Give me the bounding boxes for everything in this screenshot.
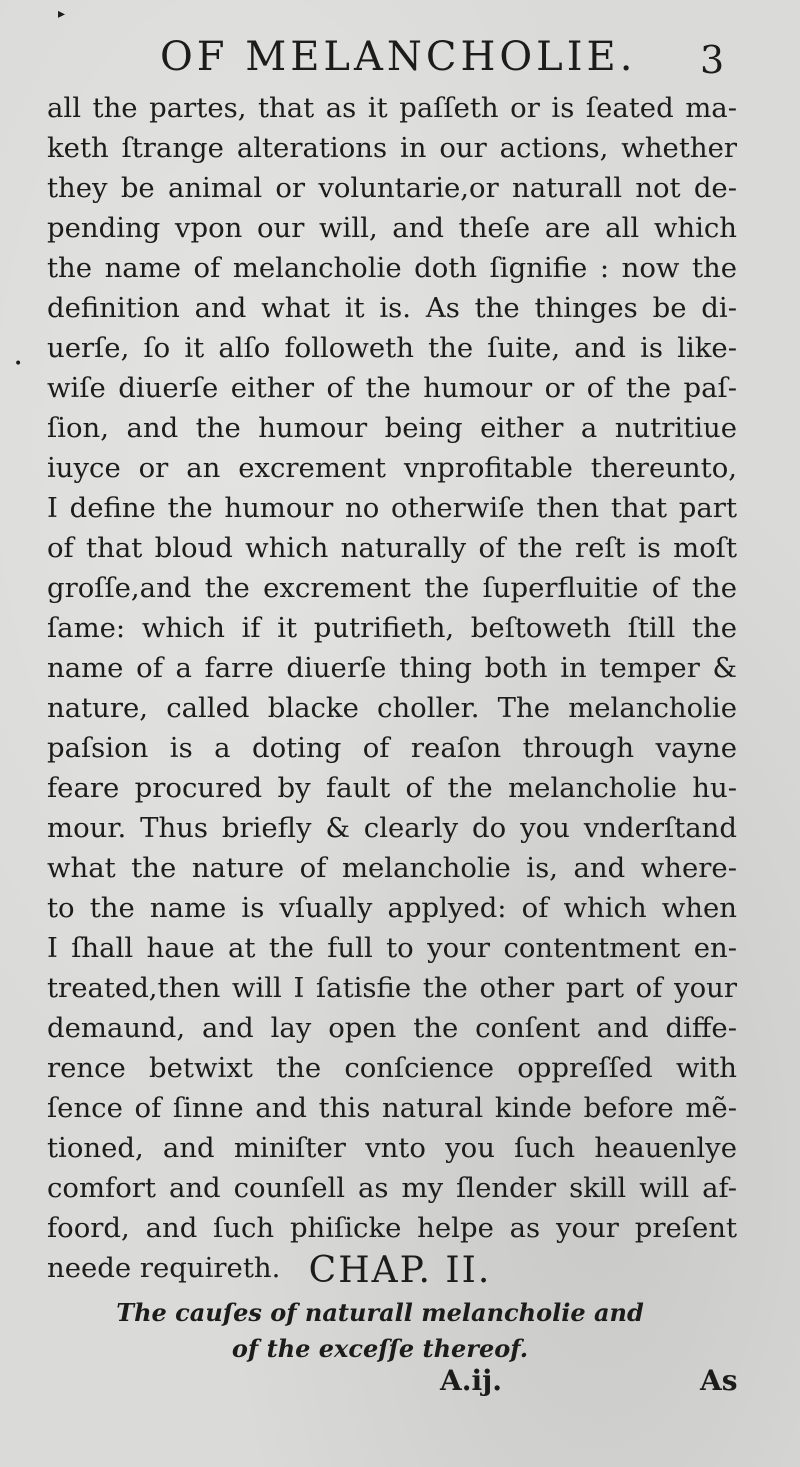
text-line: I define the humour no otherwiſe then that part [47,492,737,524]
text-line: they be animal or voluntarie,or naturall not de- [47,172,737,204]
text-line: ſame: which if it putrifieth, beſtoweth ſtill the [47,612,737,644]
text-line: keth ſtrange alterations in our actions, whether [47,132,737,164]
text-line: what the nature of melancholie is, and where- [47,852,737,884]
text-line: ſence of ſinne and this natural kinde before mẽ- [47,1092,737,1124]
running-head [0,34,800,84]
text-line: of that bloud which naturally of the reſt is moſt [47,532,737,564]
text-line: name of a farre diuerſe thing both in temper & [47,652,737,684]
text-line: demaund, and lay open the conſent and diffe- [47,1012,737,1044]
text-line: uerſe, ſo it alſo followeth the ſuite, and is like- [47,332,737,364]
chapter-subtitle-line-2: of the exceſſe thereof. [231,1334,529,1363]
text-line: foord, and ſuch phiſicke helpe as your preſent [47,1212,737,1244]
corner-mark: ▸ [58,6,66,22]
text-line: all the partes, that as it paſſeth or is ſeated ma- [47,92,737,124]
text-line: rence betwixt the conſcience oppreſſed with [47,1052,737,1084]
text-line: iuyce or an excrement vnprofitable thereunto, [47,452,737,484]
chapter-subtitle [100,1295,660,1367]
chapter-heading: CHAP. II. [308,1250,492,1291]
body-text [47,88,737,1288]
text-line: neede requireth. [47,1252,281,1284]
running-title: OF MELANCHOLIE. [160,34,637,80]
text-line: treated,then will I ſatisfie the other part of your [47,972,737,1004]
page-number: 3 [700,38,725,82]
text-line: I ſhall haue at the full to your contentment en- [47,932,737,964]
text-line: comfort and counſell as my ſlender skill will af- [47,1172,737,1204]
text-line: the name of melancholie doth ſignifie : now the [47,252,737,284]
text-line: pending vpon our will, and theſe are all which [47,212,737,244]
text-line: feare procured by fault of the melancholie hu- [47,772,737,804]
text-line: to the name is vſually applyed: of which when [47,892,737,924]
text-line: nature, called blacke choller. The melancholie [47,692,737,724]
text-line: mour. Thus briefly & clearly do you vnderſtand [47,812,737,844]
text-line: definition and what it is. As the thinges be di- [47,292,737,324]
text-line: wiſe diuerſe either of the humour or of the paſ- [47,372,737,404]
signature-mark: A.ij. [440,1364,502,1397]
text-line: ſion, and the humour being either a nutritiue [47,412,737,444]
margin-dot: • [14,356,23,372]
text-line: groſſe,and the excrement the ſuperfluitie of the [47,572,737,604]
text-line: tioned, and miniſter vnto you ſuch heauenlye [47,1132,737,1164]
chapter-subtitle-line-1: The cauſes of naturall melancholie and [116,1298,644,1327]
text-line: paſsion is a doting of reaſon through vayne [47,732,737,764]
catchword: As [700,1364,738,1397]
